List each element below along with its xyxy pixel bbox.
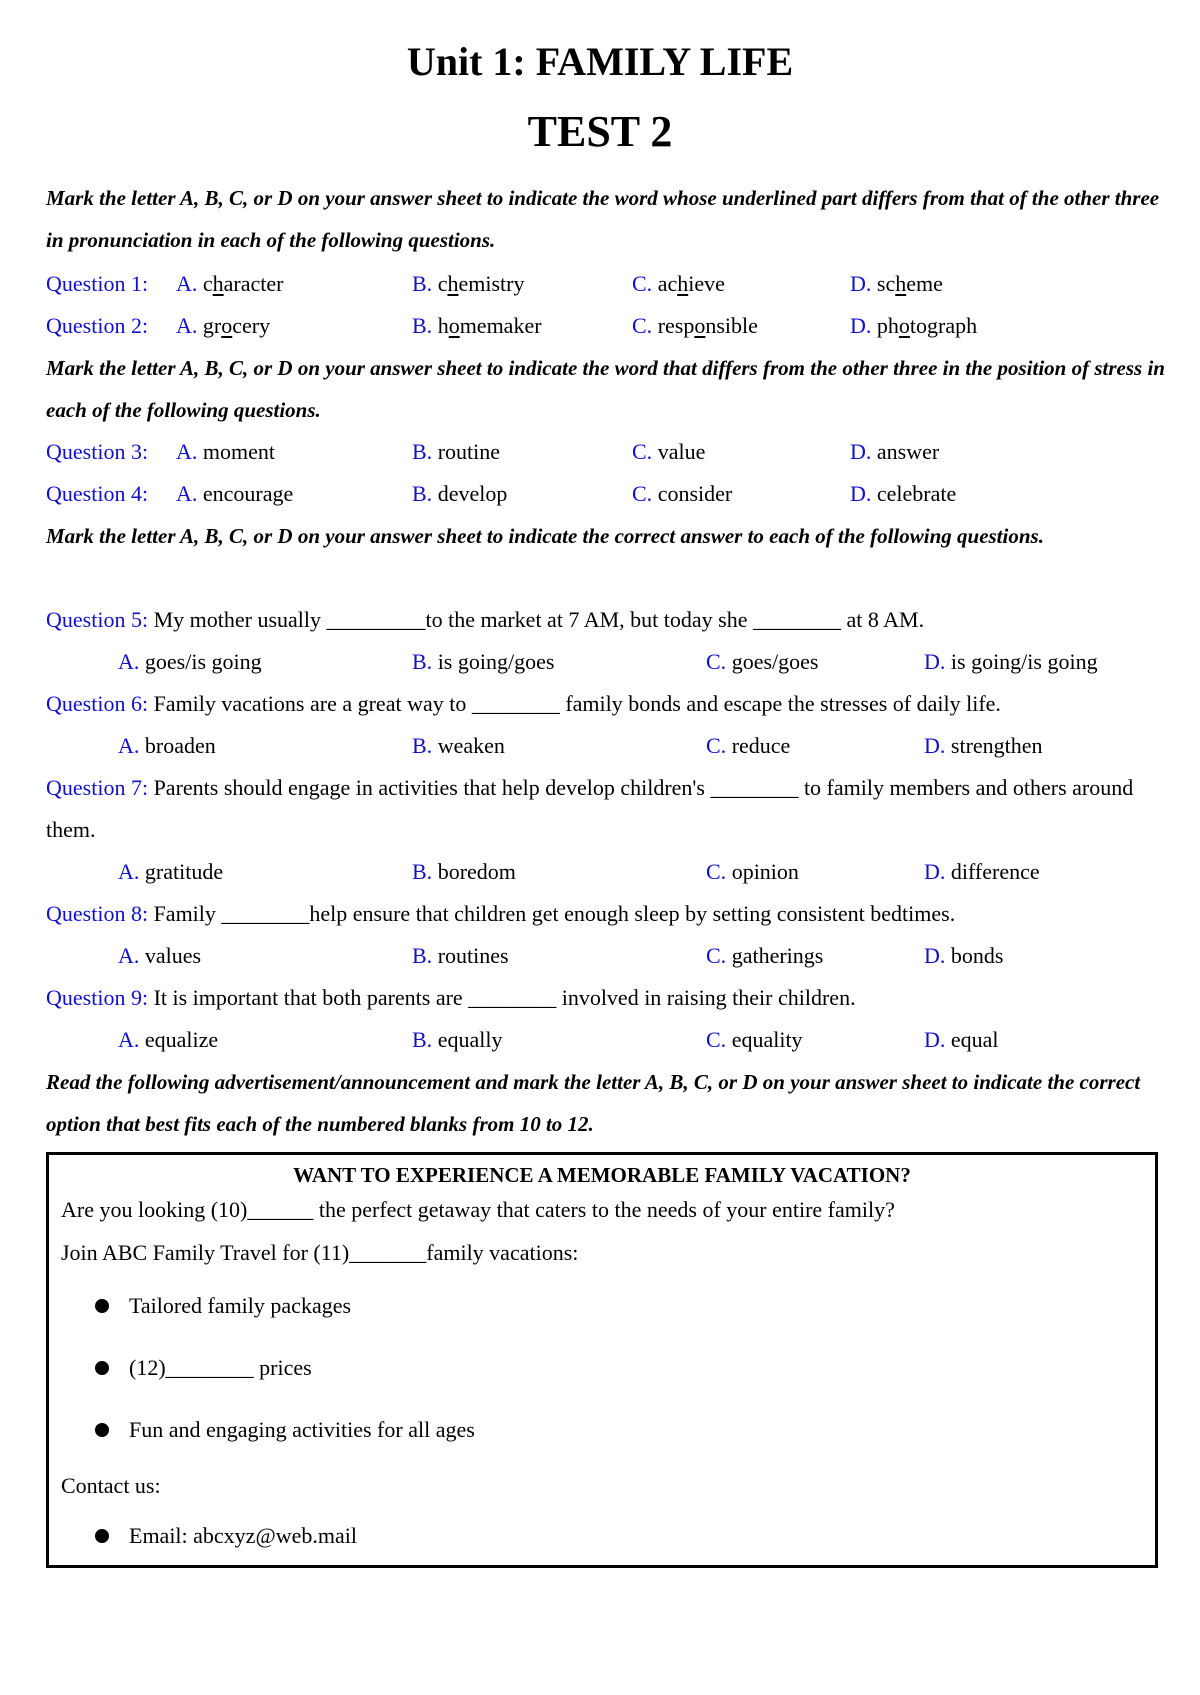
option-c[interactable]: C. goes/goes <box>706 649 819 674</box>
question-label: Question 4: <box>46 481 149 506</box>
question-4 <box>0 473 1200 515</box>
option-b[interactable]: B. weaken <box>412 733 505 758</box>
instruction-grammar: Mark the letter A, B, C, or D on your answer sheet to indicate the correct answer to each of the following questions. <box>46 524 1044 548</box>
contact-label: Contact us: <box>61 1473 161 1498</box>
advertisement-line-1: Are you looking (10)______ the perfect getaway that caters to the needs of your entire family? <box>61 1197 895 1222</box>
bullet-icon <box>95 1423 109 1437</box>
option-b[interactable]: B. equally <box>412 1027 503 1052</box>
question-label: Question 3: <box>46 439 149 464</box>
option-d[interactable]: D. equal <box>924 1027 999 1052</box>
option-a[interactable]: A. goes/is going <box>118 649 262 674</box>
question-8-options <box>0 935 1200 977</box>
option-c[interactable]: C. value <box>632 439 706 464</box>
question-5-options <box>0 641 1200 683</box>
option-d[interactable]: D. bonds <box>924 943 1004 968</box>
question-9-stem: Question 9: It is important that both parents are ________ involved in raising their children. <box>46 985 856 1010</box>
option-d[interactable]: D. scheme <box>850 271 943 296</box>
bullet-icon <box>95 1361 109 1375</box>
instruction-reading: Read the following advertisement/announcement and mark the letter A, B, C, or D on your answer sheet to indicate the correct option that best fits each of the numbered blanks from 10 to 12. <box>46 1070 1141 1136</box>
question-1 <box>0 263 1200 305</box>
question-5-stem: Question 5: My mother usually _________to the market at 7 AM, but today she ________ at 8 AM. <box>46 607 925 632</box>
question-9-options <box>0 1019 1200 1061</box>
option-c[interactable]: C. gatherings <box>706 943 824 968</box>
question-6-stem: Question 6: Family vacations are a great way to ________ family bonds and escape the stresses of daily life. <box>46 691 1001 716</box>
bullet-item: (12)________ prices <box>95 1355 312 1381</box>
option-a[interactable]: A. equalize <box>118 1027 219 1052</box>
option-b[interactable]: B. is going/goes <box>412 649 555 674</box>
question-3 <box>0 431 1200 473</box>
option-b[interactable]: B. chemistry <box>412 271 525 296</box>
question-label: Question 2: <box>46 313 149 338</box>
option-c[interactable]: C. achieve <box>632 271 725 296</box>
advertisement-line-2: Join ABC Family Travel for (11)_______family vacations: <box>61 1240 579 1265</box>
option-c[interactable]: C. reduce <box>706 733 791 758</box>
option-b[interactable]: B. develop <box>412 481 508 506</box>
option-d[interactable]: D. difference <box>924 859 1040 884</box>
bullet-item: Fun and engaging activities for all ages <box>95 1417 475 1443</box>
question-7-options <box>0 851 1200 893</box>
option-d[interactable]: D. photograph <box>850 313 978 338</box>
option-a[interactable]: A. broaden <box>118 733 216 758</box>
question-6-options <box>0 725 1200 767</box>
question-8-stem: Question 8: Family ________help ensure that children get enough sleep by setting consistent bedtimes. <box>46 901 956 926</box>
question-2 <box>0 305 1200 347</box>
option-b[interactable]: B. routines <box>412 943 509 968</box>
option-c[interactable]: C. equality <box>706 1027 803 1052</box>
question-7-stem: Question 7: Parents should engage in activities that help develop children's ________ to family members and others around them. <box>46 775 1134 842</box>
bullet-item: Tailored family packages <box>95 1293 351 1319</box>
option-a[interactable]: A. character <box>176 271 284 296</box>
email-item: Email: abcxyz@web.mail <box>95 1523 357 1549</box>
instruction-pronunciation: Mark the letter A, B, C, or D on your answer sheet to indicate the word whose underlined part differs from that of the other three in pronunciation in each of the following questions. <box>46 186 1160 252</box>
advertisement-title: WANT TO EXPERIENCE A MEMORABLE FAMILY VACATION? <box>293 1163 911 1187</box>
option-d[interactable]: D. celebrate <box>850 481 957 506</box>
option-d[interactable]: D. is going/is going <box>924 649 1098 674</box>
option-a[interactable]: A. gratitude <box>118 859 224 884</box>
bullet-icon <box>95 1529 109 1543</box>
option-c[interactable]: C. consider <box>632 481 733 506</box>
option-b[interactable]: B. boredom <box>412 859 516 884</box>
option-d[interactable]: D. answer <box>850 439 940 464</box>
test-title: TEST 2 <box>527 107 673 156</box>
question-label: Question 1: <box>46 271 149 296</box>
advertisement-box <box>46 1152 1158 1568</box>
option-b[interactable]: B. homemaker <box>412 313 542 338</box>
option-a[interactable]: A. encourage <box>176 481 294 506</box>
unit-title: Unit 1: FAMILY LIFE <box>406 39 794 84</box>
option-c[interactable]: C. opinion <box>706 859 799 884</box>
instruction-stress: Mark the letter A, B, C, or D on your answer sheet to indicate the word that differs from the other three in the position of stress in each of the following questions. <box>46 356 1165 422</box>
option-d[interactable]: D. strengthen <box>924 733 1043 758</box>
option-b[interactable]: B. routine <box>412 439 501 464</box>
option-a[interactable]: A. moment <box>176 439 275 464</box>
option-c[interactable]: C. responsible <box>632 313 758 338</box>
option-a[interactable]: A. values <box>118 943 202 968</box>
bullet-icon <box>95 1299 109 1313</box>
option-a[interactable]: A. grocery <box>176 313 271 338</box>
